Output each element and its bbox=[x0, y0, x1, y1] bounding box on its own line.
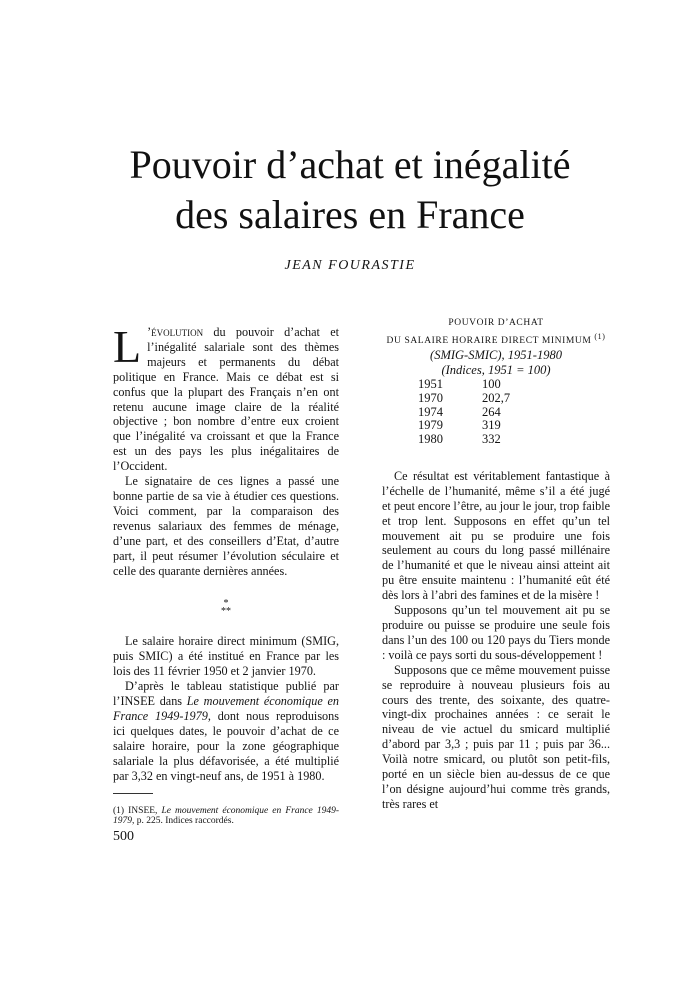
title-line-1: Pouvoir d’achat et inégalité bbox=[129, 142, 571, 187]
table-index-base: (Indices, 1951 = 100) bbox=[441, 363, 551, 378]
footnote: (1) INSEE, Le mouvement économique en France 1949-1979, p. 225. Indices raccordés. bbox=[113, 805, 339, 826]
paragraph-tiers-monde: Supposons qu’un tel mouvement ait pu se produire ou puisse se produire une seule fois dans l’un des 100 ou 120 pays du Tiers monde : voilà ce pays sorti du sous-développement ! bbox=[382, 603, 610, 662]
publication-title: Le mouvement économique en France 1949-1979 bbox=[113, 694, 340, 723]
paragraph-smicard: Supposons que ce même mouvement puisse se reproduire à nouveau plusieurs fois au cours des trente, des soixante, des quatre-vingt-dix prochaines années : ce serait le niveau de vie actuel du smicard multiplié d’abord par 3,3 ; puis par 11 ; puis par 36... Voilà notre smicard, ou plutôt son petit-fils, porté en un siècle bien au-dessus de ce que l’on désigne aujourd’hui comme très grands, très rares et bbox=[382, 662, 610, 811]
index-table bbox=[418, 378, 510, 447]
table-row: 1980 332 bbox=[418, 432, 501, 447]
footnote-divider bbox=[113, 793, 153, 794]
title-line-2: des salaires en France bbox=[175, 192, 525, 237]
section-break-asterism: * ** bbox=[221, 598, 231, 618]
intro-paragraph bbox=[113, 321, 339, 474]
table-subtitle: (SMIG-SMIC), 1951-1980 bbox=[430, 348, 562, 363]
table-row: 1974 264 bbox=[418, 404, 501, 419]
paragraph-resultat: Ce résultat est véritablement fantastique à l’échelle de l’humanité, même s’il a été jugé et peut encore l’être, au jour le jour, trop faible et trop lent. Supposons en effet qu’un tel mouvement ait pu se produire une fois seulement au cours du long passé millénaire de l’humanité et que le niveau ainsi atteint ait pu être ensuite maintenu : l’humanité eût été dès lors à l’abri des famines et de la misère ! bbox=[382, 468, 610, 603]
author-name: JEAN FOURASTIE bbox=[284, 258, 416, 273]
paragraph-signataire: Le signataire de ces lignes a passé une bonne partie de sa vie à étudier ces questions. Voici comment, par la comparaison des revenus salariaux des femmes de ménage, d’une part, et des conseillers d’Etat, d’autre part, il peut résumer l’évolution séculaire et celle des quarante dernières années. bbox=[113, 474, 339, 578]
paragraph-smig: Le salaire horaire direct minimum (SMIG, puis SMIC) a été institué en France par les lois des 11 février 1950 et 2 janvier 1970. bbox=[113, 634, 339, 679]
table-row: 1951 100 bbox=[418, 376, 501, 391]
article-title bbox=[0, 140, 700, 240]
right-column bbox=[382, 316, 610, 812]
paragraph-insee: D’après le tableau statistique publié par l’INSEE dans Le mouvement économique en France 1949-1979, dont nous reproduisons ici quelques dates, le pouvoir d’achat de ce salaire horaire, pour la zone géographique salariale la plus défavorisée, a été multiplié par 3,32 en vingt-neuf ans, de 1951 à 1980. bbox=[113, 679, 340, 783]
table-title: POUVOIR D’ACHAT DU SALAIRE HORAIRE DIRECT MINIMUM $^{(1)}$ bbox=[386, 318, 606, 347]
table-row: 1979 319 bbox=[418, 418, 501, 433]
left-column bbox=[113, 321, 340, 783]
footnote-ref: (1) bbox=[594, 332, 606, 341]
table-row: 1970 202,7 bbox=[418, 390, 511, 405]
statistics-table-block bbox=[382, 316, 610, 447]
drop-cap: L bbox=[113, 321, 142, 372]
intro-text: du pouvoir d’achat et l’inégalité salariale sont des thèmes majeurs et permanents du débat politique en France. Mais ce débat est si confus que la plupart des Français n’en ont retenu aucune image claire de la réalité objective ; bon nombre d’entre eux croient que l’inégalité va croissant et que la France est un des pays les plus inégalitaires de l’Occident. bbox=[113, 325, 339, 474]
page-number: 500 bbox=[113, 829, 134, 844]
intro-smallcaps: ’évolution bbox=[147, 325, 204, 339]
